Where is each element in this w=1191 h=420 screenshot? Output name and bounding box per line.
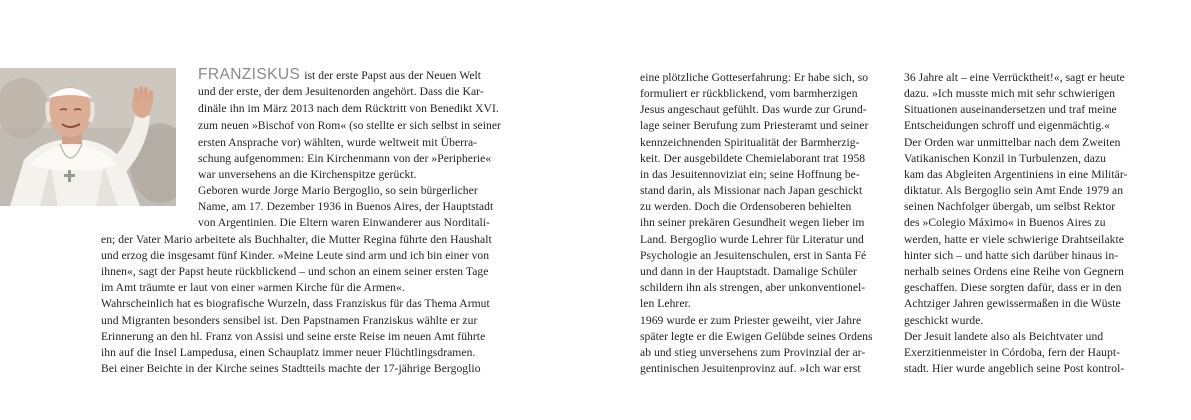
col2-line: keit. Der ausgebildete Chemielaborant trat 1958 — [640, 152, 866, 165]
col1-line: und erzog die insgesamt fünf Kinder. »Meine Leute sind arm und ich bin einer von — [101, 249, 490, 262]
col1-line: ihnen«, sagt der Papst heute rückblickend – und schon an einem seiner ersten Tage — [101, 265, 489, 278]
pope-portrait-image — [0, 68, 176, 206]
col1-line: Name, am 17. Dezember 1936 in Buenos Aires, der Hauptstadt — [198, 200, 494, 213]
col3-line: Der Jesuit landete also als Beichtvater und — [904, 330, 1104, 343]
portrait-illustration — [0, 68, 176, 206]
col3-line: Achtziger Jahren gewissermaßen in die Wüste — [904, 297, 1121, 310]
col3-line: Vatikanischen Konzil in Turbulenzen, dazu — [904, 152, 1107, 165]
col2-line: Psychologie an Jesuitenschulen, erst in Santa Fé — [640, 249, 867, 262]
col3-line: Exerzitienmeister in Córdoba, fern der Haupt- — [904, 346, 1121, 359]
col2-line: 1969 wurde er zum Priester geweiht, vier Jahre — [640, 314, 862, 327]
col3-line: diktatur. Als Bergoglio sein Amt Ende 1979 an — [904, 184, 1124, 197]
col3-line: 36 Jahre alt – eine Verrücktheit!«, sagt er heute — [904, 71, 1125, 84]
col2-line: eine plötzliche Gotteserfahrung: Er habe sich, so — [640, 71, 869, 84]
col3-line: des »Colegio Máximo« in Buenos Aires zu — [904, 216, 1106, 229]
col3-line: dazu. »Ich musste mich mit sehr schwierigen — [904, 87, 1116, 100]
col3-line: kam das Abgleiten Argentiniens in eine Militär- — [904, 168, 1128, 181]
col1-line: ersten Ansprache vor) wählten, wurde weltweit mit Überra- — [198, 136, 478, 149]
col3-line: Situationen auseinandersetzen und traf meine — [904, 103, 1117, 116]
col3-line: geschickt wurde. — [904, 314, 984, 327]
col2-line: len Lehrer. — [640, 297, 691, 310]
col2-line: lage seiner Berufung zum Priesteramt und seiner — [640, 119, 869, 132]
col3-line: werden, hatte er viele schwierige Drahtseilakte — [904, 233, 1124, 246]
col1-line: und Migranten besonders sensibel ist. Den Papstnamen Franziskus wählte er zur — [101, 314, 478, 327]
col2-line: Jesus angeschaut gefühlt. Das wurde zur Grund- — [640, 103, 867, 116]
col1-line: dinäle ihn im März 2013 nach dem Rücktritt von Benedikt XVI. — [198, 102, 499, 115]
col2-line: stand darin, als Missionar nach Japan geschickt — [640, 184, 863, 197]
col1-line: und der erste, der dem Jesuitenorden angehört. Dass die Kar- — [198, 85, 484, 98]
col3-line: geschaffen. Diese sorgten dafür, dass er in den — [904, 281, 1122, 294]
col3-line: Entscheidungen schroff und eigenmächtig.« — [904, 119, 1110, 132]
col1-line: Geboren wurde Jorge Mario Bergoglio, so sein bürgerlicher — [198, 184, 478, 197]
col2-line: und dann in der Hauptstadt. Damalige Schüler — [640, 265, 857, 278]
col1-line: schung aufgenommen: Ein Kirchenmann von der »Peripherie« — [198, 152, 492, 165]
col2-line: Land. Bergoglio wurde Lehrer für Literatur und — [640, 233, 864, 246]
col2-line: später legte er die Ewigen Gelübde seines Ordens — [640, 330, 873, 343]
col2-line: gentinischen Jesuitenprovinz auf. »Ich war erst — [640, 362, 861, 375]
col1-line: en; der Vater Mario arbeitete als Buchhalter, die Mutter Regina führte den Haushalt — [101, 233, 492, 246]
col1-line: war unversehens an die Kirchenspitze gerückt. — [198, 168, 417, 181]
col3-line: hinter sich – und hatte sich darüber hinaus in- — [904, 249, 1119, 262]
col1-first-line — [198, 67, 481, 84]
col2-line: ab und stieg unversehens zum Provinzial der ar- — [640, 346, 866, 359]
col1-line: von Argentinien. Die Eltern waren Einwanderer aus Norditali- — [198, 216, 490, 229]
col2-line: kennzeichnenden Spiritualität der Barmherzig- — [640, 136, 860, 149]
col3-line: nerhalb seines Ordens eine Reihe von Gegnern — [904, 265, 1124, 278]
col1-line: Wahrscheinlich hat es biografische Wurzeln, dass Franziskus für das Thema Armut — [101, 297, 490, 310]
col1-line: Bei einer Beichte in der Kirche seines Stadtteils machte der 17-jährige Bergoglio — [101, 362, 481, 375]
col1-line: im Amt träumte er laut von einer »armen Kirche für die Armen«. — [101, 281, 405, 294]
col3-line: seinen Nachfolger übergab, um selbst Rektor — [904, 200, 1116, 213]
col2-line: ihn seiner prekären Gesundheit wegen lieber im — [640, 216, 865, 229]
col2-line: formuliert er rückblickend, vom barmherzigen — [640, 87, 858, 100]
col1-line: ihn auf die Insel Lampedusa, einen Schauplatz immer neuer Flüchtlingsdramen. — [101, 346, 476, 359]
col2-line: zu werden. Doch die Ordensoberen behielten — [640, 200, 852, 213]
col3-line: stadt. Hier wurde angeblich seine Post kontrol- — [904, 362, 1125, 375]
col3-line: Der Orden war unmittelbar nach dem Zweiten — [904, 136, 1121, 149]
col2-line: schildern ihn als strengen, aber unkonventionel- — [640, 281, 866, 294]
article-title-name: FRANZISKUS — [198, 66, 301, 83]
col1-first-line-text: ist der erste Papst aus der Neuen Welt — [304, 69, 482, 82]
col1-line: Erinnerung an den hl. Franz von Assisi und seine erste Reise im neuen Amt führte — [101, 330, 486, 343]
col1-line: zum neuen »Bischof von Rom« (so stellte er sich selbst in seiner — [198, 119, 501, 132]
col2-line: in das Jesuitennoviziat ein; seine Hoffnung be- — [640, 168, 860, 181]
